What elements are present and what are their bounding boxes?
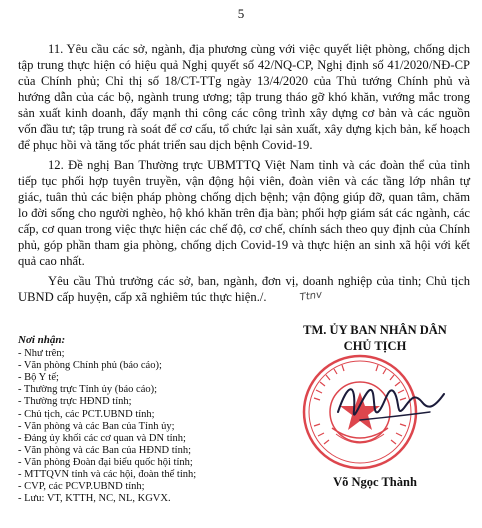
recipient-item: - Lưu: VT, KTTH, NC, NL, KGVX.	[18, 493, 171, 505]
recipient-item: - Văn phòng Chính phủ (báo cáo);	[18, 360, 162, 372]
signer-organization: TM. ỦY BAN NHÂN DÂN	[303, 323, 447, 337]
paragraph-11: 11. Yêu cầu các sở, ngành, địa phương cùng với việc quyết liệt phòng, chống dịch tập trung thực hiện có hiệu quả Nghị quyết số 42/NQ-CP, Nghị định số 41/2020/NĐ-CP của Chính phủ; Chỉ thị số 18/CT-TTg ngày 13/4/2020 của Thủ tướng Chính phủ và hướng dẫn của các bộ, ngành trung ương; tập trung tháo gỡ khó khăn, vướng mắc trong sản xuất kinh doanh, đẩy mạnh thi công các công trình xây dựng cơ bản và các nguồn vốn đầu tư; tập trung rà soát để cơ cấu, tổ chức lại sản xuất, xây dựng kịch bản, kế hoạch để phục hồi và tăng tốc phát triển sau dịch bệnh Covid-19.	[18, 42, 470, 152]
closing-paragraph	[18, 273, 470, 307]
recipient-item: - Văn phòng Đoàn đại biểu quốc hội tỉnh;	[18, 456, 193, 468]
recipient-item: - Chủ tịch, các PCT.UBND tỉnh;	[18, 408, 155, 420]
recipient-item: - Thường trực HĐND tỉnh;	[18, 396, 132, 408]
recipients-list	[18, 334, 278, 505]
recipient-item: - CVP, các PCVP.UBND tỉnh;	[18, 481, 145, 493]
signer-name: Võ Ngọc Thành	[333, 475, 417, 489]
recipient-item: - MTTQVN tỉnh và các hội, đoàn thể tỉnh;	[18, 469, 197, 481]
signer-block	[268, 322, 482, 354]
recipient-item: - Như trên;	[18, 348, 65, 360]
document-body	[18, 41, 470, 311]
recipient-item: - Văn phòng và các Ban của Tỉnh ủy;	[18, 420, 175, 432]
recipient-item: - Văn phòng và các Ban của HĐND tỉnh;	[18, 444, 192, 456]
initial-mark: Ttnv	[298, 289, 323, 304]
recipient-item: - Thường trực Tỉnh ủy (báo cáo);	[18, 384, 158, 396]
signer-title: CHỦ TỊCH	[343, 339, 407, 353]
page-number: 5	[237, 6, 245, 21]
closing-text: Yêu cầu Thủ trưởng các sở, ban, ngành, đơn vị, doanh nghiệp của tỉnh; Chủ tịch UBND cấp huyện, cấp xã nghiêm túc thực hiện./.	[18, 274, 470, 304]
paragraph-12: 12. Đề nghị Ban Thường trực UBMTTQ Việt Nam tỉnh và các đoàn thể của tỉnh tiếp tục phối hợp tuyên truyền, vận động hội viên, đoàn viên và các tầng lớp nhân tự giác, tuân thủ các biện pháp phòng chống dịch bệnh; vận động giúp đỡ, quan tâm, chăm lo đời sống cho người nghèo, hộ khó khăn trên địa bàn; phối hợp giám sát các ngành, các cấp, cơ quan trong việc thực hiện các chế độ, cơ chế, chính sách theo quy định của Chính phủ, góp phần tham gia phòng, chống dịch Covid-19 và thực hiện an sinh xã hội với kết quả cao nhất.	[18, 158, 470, 268]
recipients-title: Nơi nhận:	[18, 334, 66, 346]
recipient-item: - Đảng ủy khối các cơ quan và DN tỉnh;	[18, 432, 186, 444]
recipient-item: - Bộ Y tế;	[18, 372, 59, 384]
signature-icon	[330, 372, 450, 442]
